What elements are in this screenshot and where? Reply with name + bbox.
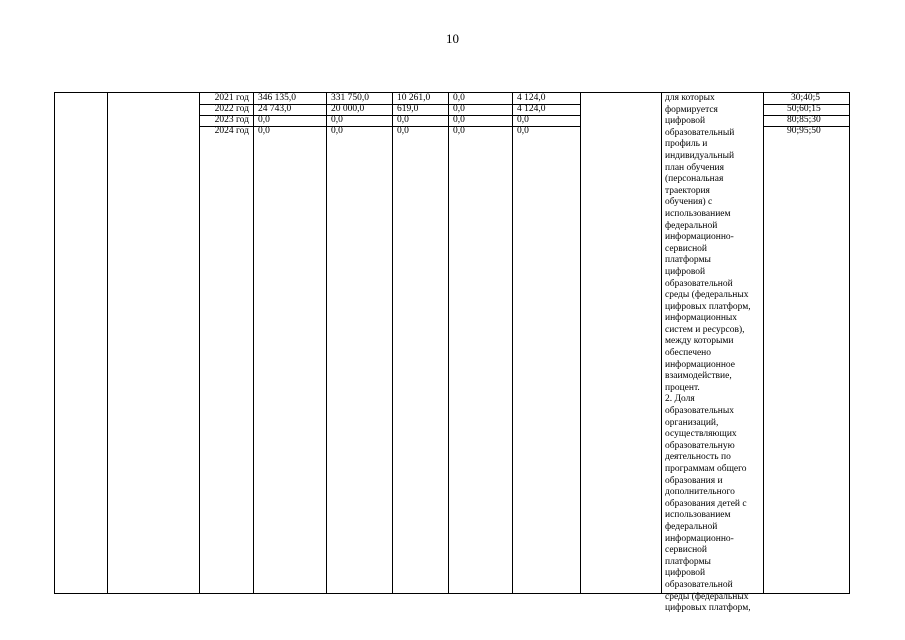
value-cell: 0,0 <box>453 115 465 125</box>
indicator-line: использованием <box>665 208 731 219</box>
column-divider <box>392 93 393 593</box>
indicator-line: образования детей с <box>665 498 747 509</box>
column-divider <box>512 93 513 593</box>
indicator-line: сервисной <box>665 545 708 556</box>
value-cell: 331 750,0 <box>331 93 369 103</box>
program-table <box>54 92 850 614</box>
indicator-line: федеральной <box>665 220 718 231</box>
indicator-line: платформы <box>665 255 711 266</box>
indicator-line: платформы <box>665 556 711 567</box>
indicator-line: образования и <box>665 475 723 486</box>
column-divider <box>199 93 200 593</box>
value-cell: 10 261,0 <box>397 93 431 103</box>
indicator-line: использованием <box>665 510 731 521</box>
value-cell: 0,0 <box>258 115 270 125</box>
indicator-line: процент. <box>665 382 700 393</box>
value-cell: 20 000,0 <box>331 104 365 114</box>
indicator-line: между которыми <box>665 336 734 347</box>
year-cell: 2022 год <box>214 104 249 114</box>
year-cell: 2021 год <box>214 93 249 103</box>
indicator-line: индивидуальный <box>665 150 735 161</box>
value-cell: 24 743,0 <box>258 104 292 114</box>
value-cell: 0,0 <box>517 115 529 125</box>
value-cell: 0,0 <box>517 126 529 136</box>
indicator-line: цифровой <box>665 266 706 277</box>
indicator-line: дополнительного <box>665 487 735 498</box>
indicator-line: образовательной <box>665 579 733 590</box>
year-cell: 2024 год <box>214 126 249 136</box>
value-cell: 0,0 <box>453 126 465 136</box>
page-number: 10 <box>446 31 459 46</box>
indicator-line: среды (федеральных <box>665 290 749 301</box>
value-cell: 4 124,0 <box>517 93 546 103</box>
indicator-line: федеральной <box>665 521 718 532</box>
indicator-line: информационных <box>665 313 738 324</box>
value-cell: 0,0 <box>331 126 343 136</box>
target-cell: 80;85;30 <box>787 115 821 125</box>
value-cell: 346 135,0 <box>258 93 296 103</box>
indicator-description <box>665 93 763 615</box>
value-cell: 0,0 <box>397 115 409 125</box>
indicator-line: образовательную <box>665 440 735 451</box>
indicator-line: деятельность по <box>665 452 731 463</box>
indicator-line: информационное <box>665 359 736 370</box>
indicator-line: осуществляющих <box>665 429 737 440</box>
indicator-line: среды (федеральных <box>665 591 749 602</box>
value-cell: 0,0 <box>331 115 343 125</box>
indicator-line: обучения) с <box>665 197 713 208</box>
indicator-line: обеспечено <box>665 348 712 359</box>
indicator-line: образовательных <box>665 406 734 417</box>
value-cell: 0,0 <box>453 93 465 103</box>
indicator-line: программам общего <box>665 464 747 474</box>
column-divider <box>661 93 662 593</box>
column-divider <box>763 93 764 593</box>
indicator-line: формируется <box>665 104 718 115</box>
indicator-line: цифровой <box>665 116 706 127</box>
indicator-line: образовательный <box>665 127 735 138</box>
indicator-line: план обучения <box>665 162 725 173</box>
indicator-line: сервисной <box>665 243 708 254</box>
column-divider <box>448 93 449 593</box>
column-divider <box>107 93 108 593</box>
indicator-line: траектория <box>665 185 710 196</box>
indicator-line: взаимодействие, <box>665 371 732 382</box>
target-cell: 90;95;50 <box>787 126 821 136</box>
indicator-line: профиль и <box>665 139 708 150</box>
indicator-line: цифровых платформ, <box>665 301 751 312</box>
indicator-line: организаций, <box>665 417 719 428</box>
indicator-line: цифровых платформ, <box>665 603 751 614</box>
indicator-line: (персональная <box>665 174 724 185</box>
target-cell: 30;40;5 <box>791 93 821 103</box>
indicator-line: 2. Доля <box>665 394 695 405</box>
value-cell: 0,0 <box>453 104 465 114</box>
value-cell: 0,0 <box>258 126 270 136</box>
column-divider <box>253 93 254 593</box>
indicator-line: информационно- <box>665 533 734 544</box>
indicator-line: образовательной <box>665 278 733 289</box>
column-divider <box>326 93 327 593</box>
value-cell: 0,0 <box>397 126 409 136</box>
target-cell: 50;60;15 <box>787 104 821 114</box>
indicator-line: цифровой <box>665 568 706 579</box>
indicator-line: для которых <box>665 93 715 103</box>
indicator-line: систем и ресурсов), <box>665 324 745 335</box>
value-cell: 619,0 <box>397 104 419 114</box>
year-cell: 2023 год <box>214 115 249 125</box>
indicator-line: информационно- <box>665 232 734 243</box>
column-divider <box>580 93 581 593</box>
value-cell: 4 124,0 <box>517 104 546 114</box>
